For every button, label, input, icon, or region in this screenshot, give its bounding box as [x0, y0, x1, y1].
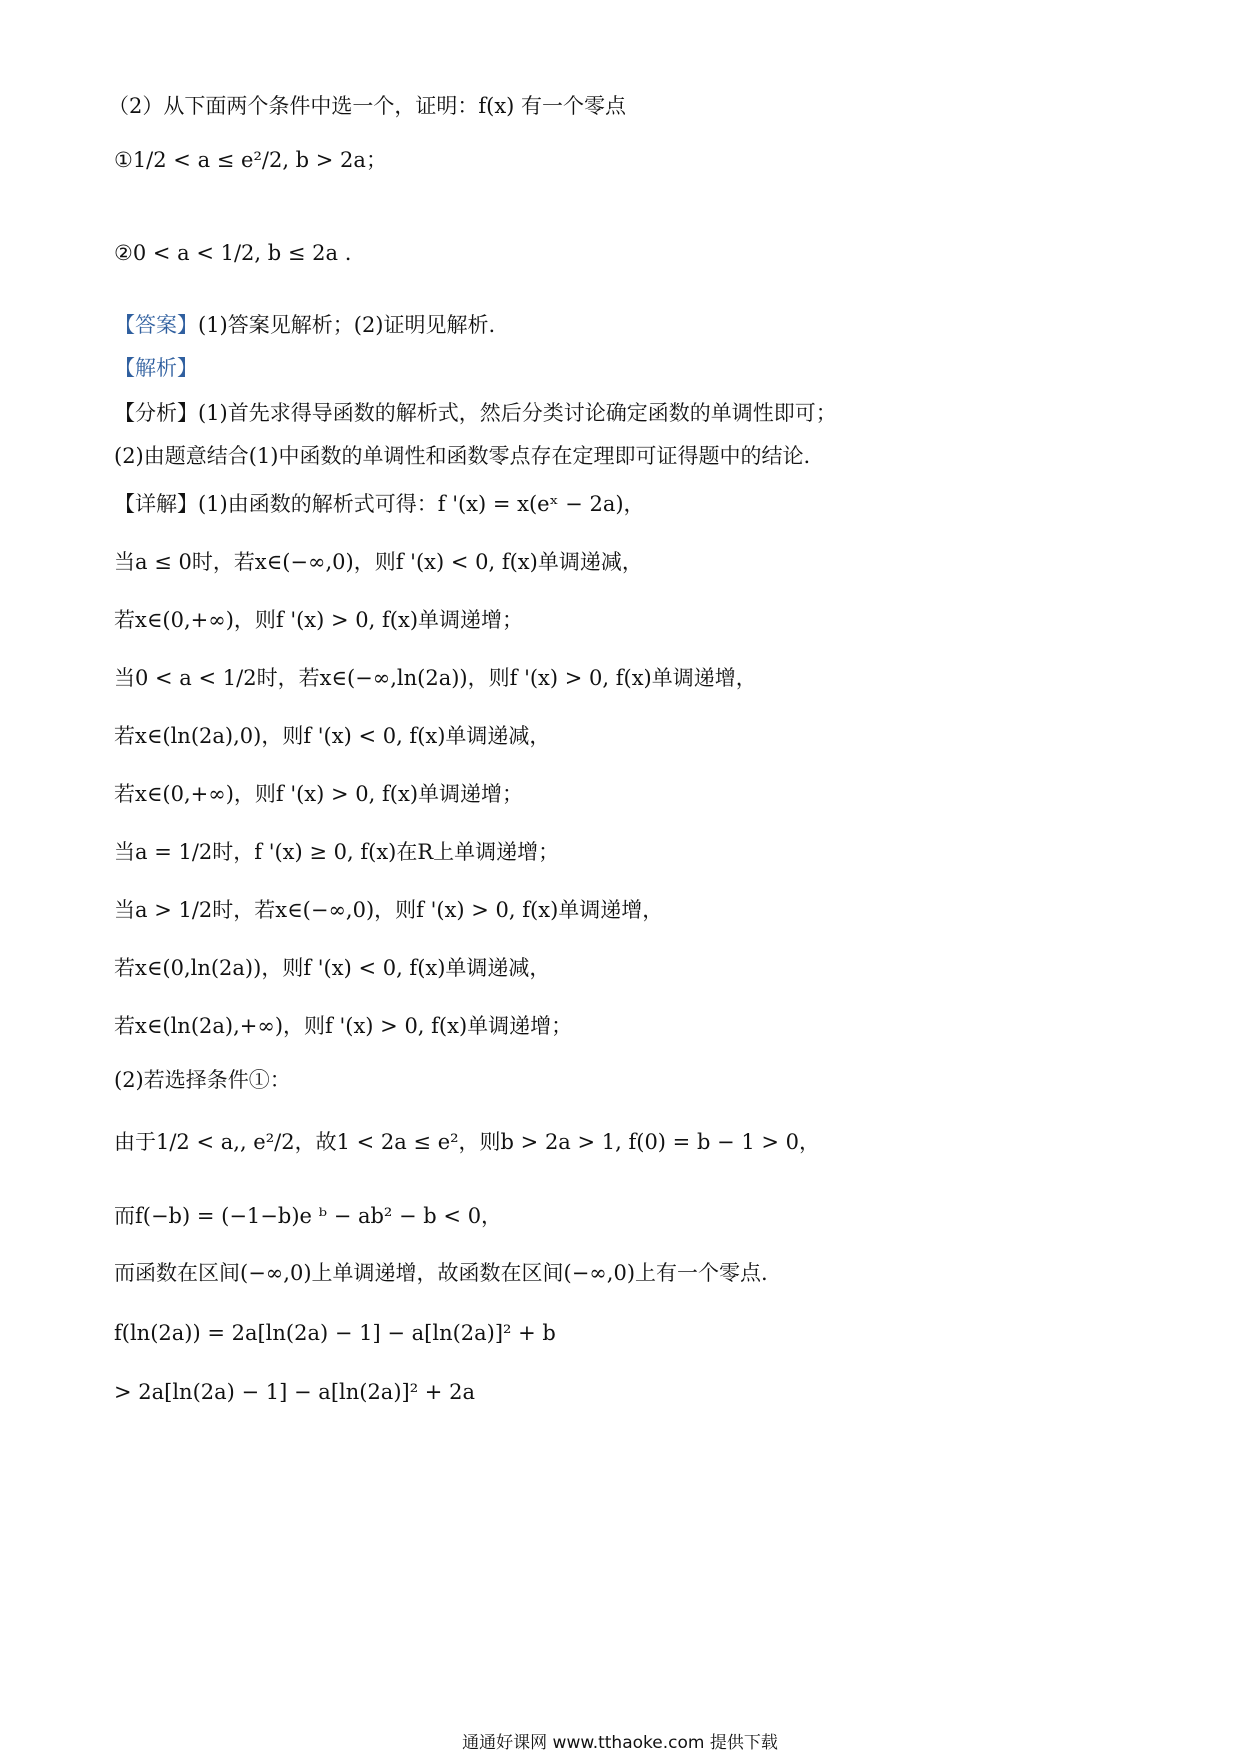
- detail-line-1: 【详解】(1)由函数的解析式可得：f '(x) = x(eˣ − 2a)，: [114, 492, 645, 516]
- answer-line: [114, 315, 495, 336]
- proof-line-4: f(ln(2a)) = 2a[ln(2a) − 1] − a[ln(2a)]² + b: [114, 1321, 556, 1345]
- detail-line-6: 若x∈(0,+∞)，则f '(x) > 0, f(x)单调递增；: [114, 782, 524, 806]
- detail-line-4: 当0 < a < 1/2时，若x∈(−∞,ln(2a))，则f '(x) > 0, f(x)单调递增，: [114, 666, 757, 690]
- footer-watermark: 通通好课网 www.tthaoke.com 提供下载: [462, 1733, 778, 1753]
- detail-line-3: 若x∈(0,+∞)，则f '(x) > 0, f(x)单调递增；: [114, 608, 524, 632]
- detail-line-9: 若x∈(0,ln(2a))，则f '(x) < 0, f(x)单调递减，: [114, 956, 551, 980]
- analysis-line-2: (2)由题意结合(1)中函数的单调性和函数零点存在定理即可证得题中的结论.: [114, 444, 811, 468]
- answer-tag: 【答案】: [114, 313, 198, 337]
- detail-line-2: 当a ≤ 0时，若x∈(−∞,0)，则f '(x) < 0, f(x)单调递减，: [114, 550, 643, 574]
- condition-1: ①1/2 < a ≤ e²/2, b > 2a；: [114, 148, 387, 172]
- detail-line-5: 若x∈(ln(2a),0)，则f '(x) < 0, f(x)单调递减，: [114, 724, 551, 748]
- analysis-line-1: 【分析】(1)首先求得导函数的解析式，然后分类讨论确定函数的单调性即可；: [114, 401, 837, 425]
- analysis-tag: 【解析】: [114, 356, 198, 380]
- detail-line-8: 当a > 1/2时，若x∈(−∞,0)，则f '(x) > 0, f(x)单调递增，: [114, 898, 664, 922]
- proof-line-3: 而函数在区间(−∞,0)上单调递增，故函数在区间(−∞,0)上有一个零点.: [114, 1261, 768, 1285]
- proof-line-2: 而f(−b) = (−1−b)e ᵇ − ab² − b < 0，: [114, 1204, 503, 1228]
- detail-line-10: 若x∈(ln(2a),+∞)，则f '(x) > 0, f(x)单调递增；: [114, 1014, 573, 1038]
- proof-line-1: 由于1/2 < a,, e²/2，故1 < 2a ≤ e²，则b > 2a > 1, f(0) = b − 1 > 0，: [114, 1130, 821, 1154]
- condition-2: ②0 < a < 1/2, b ≤ 2a .: [114, 241, 352, 265]
- proof-line-5: > 2a[ln(2a) − 1] − a[ln(2a)]² + 2a: [114, 1380, 475, 1404]
- detail-line-7: 当a = 1/2时，f '(x) ≥ 0, f(x)在R上单调递增；: [114, 840, 560, 864]
- question-part-2: （2）从下面两个条件中选一个，证明：f(x) 有一个零点: [108, 94, 627, 118]
- part-2-heading: (2)若选择条件①：: [114, 1068, 291, 1092]
- answer-text: (1)答案见解析；(2)证明见解析.: [198, 313, 496, 337]
